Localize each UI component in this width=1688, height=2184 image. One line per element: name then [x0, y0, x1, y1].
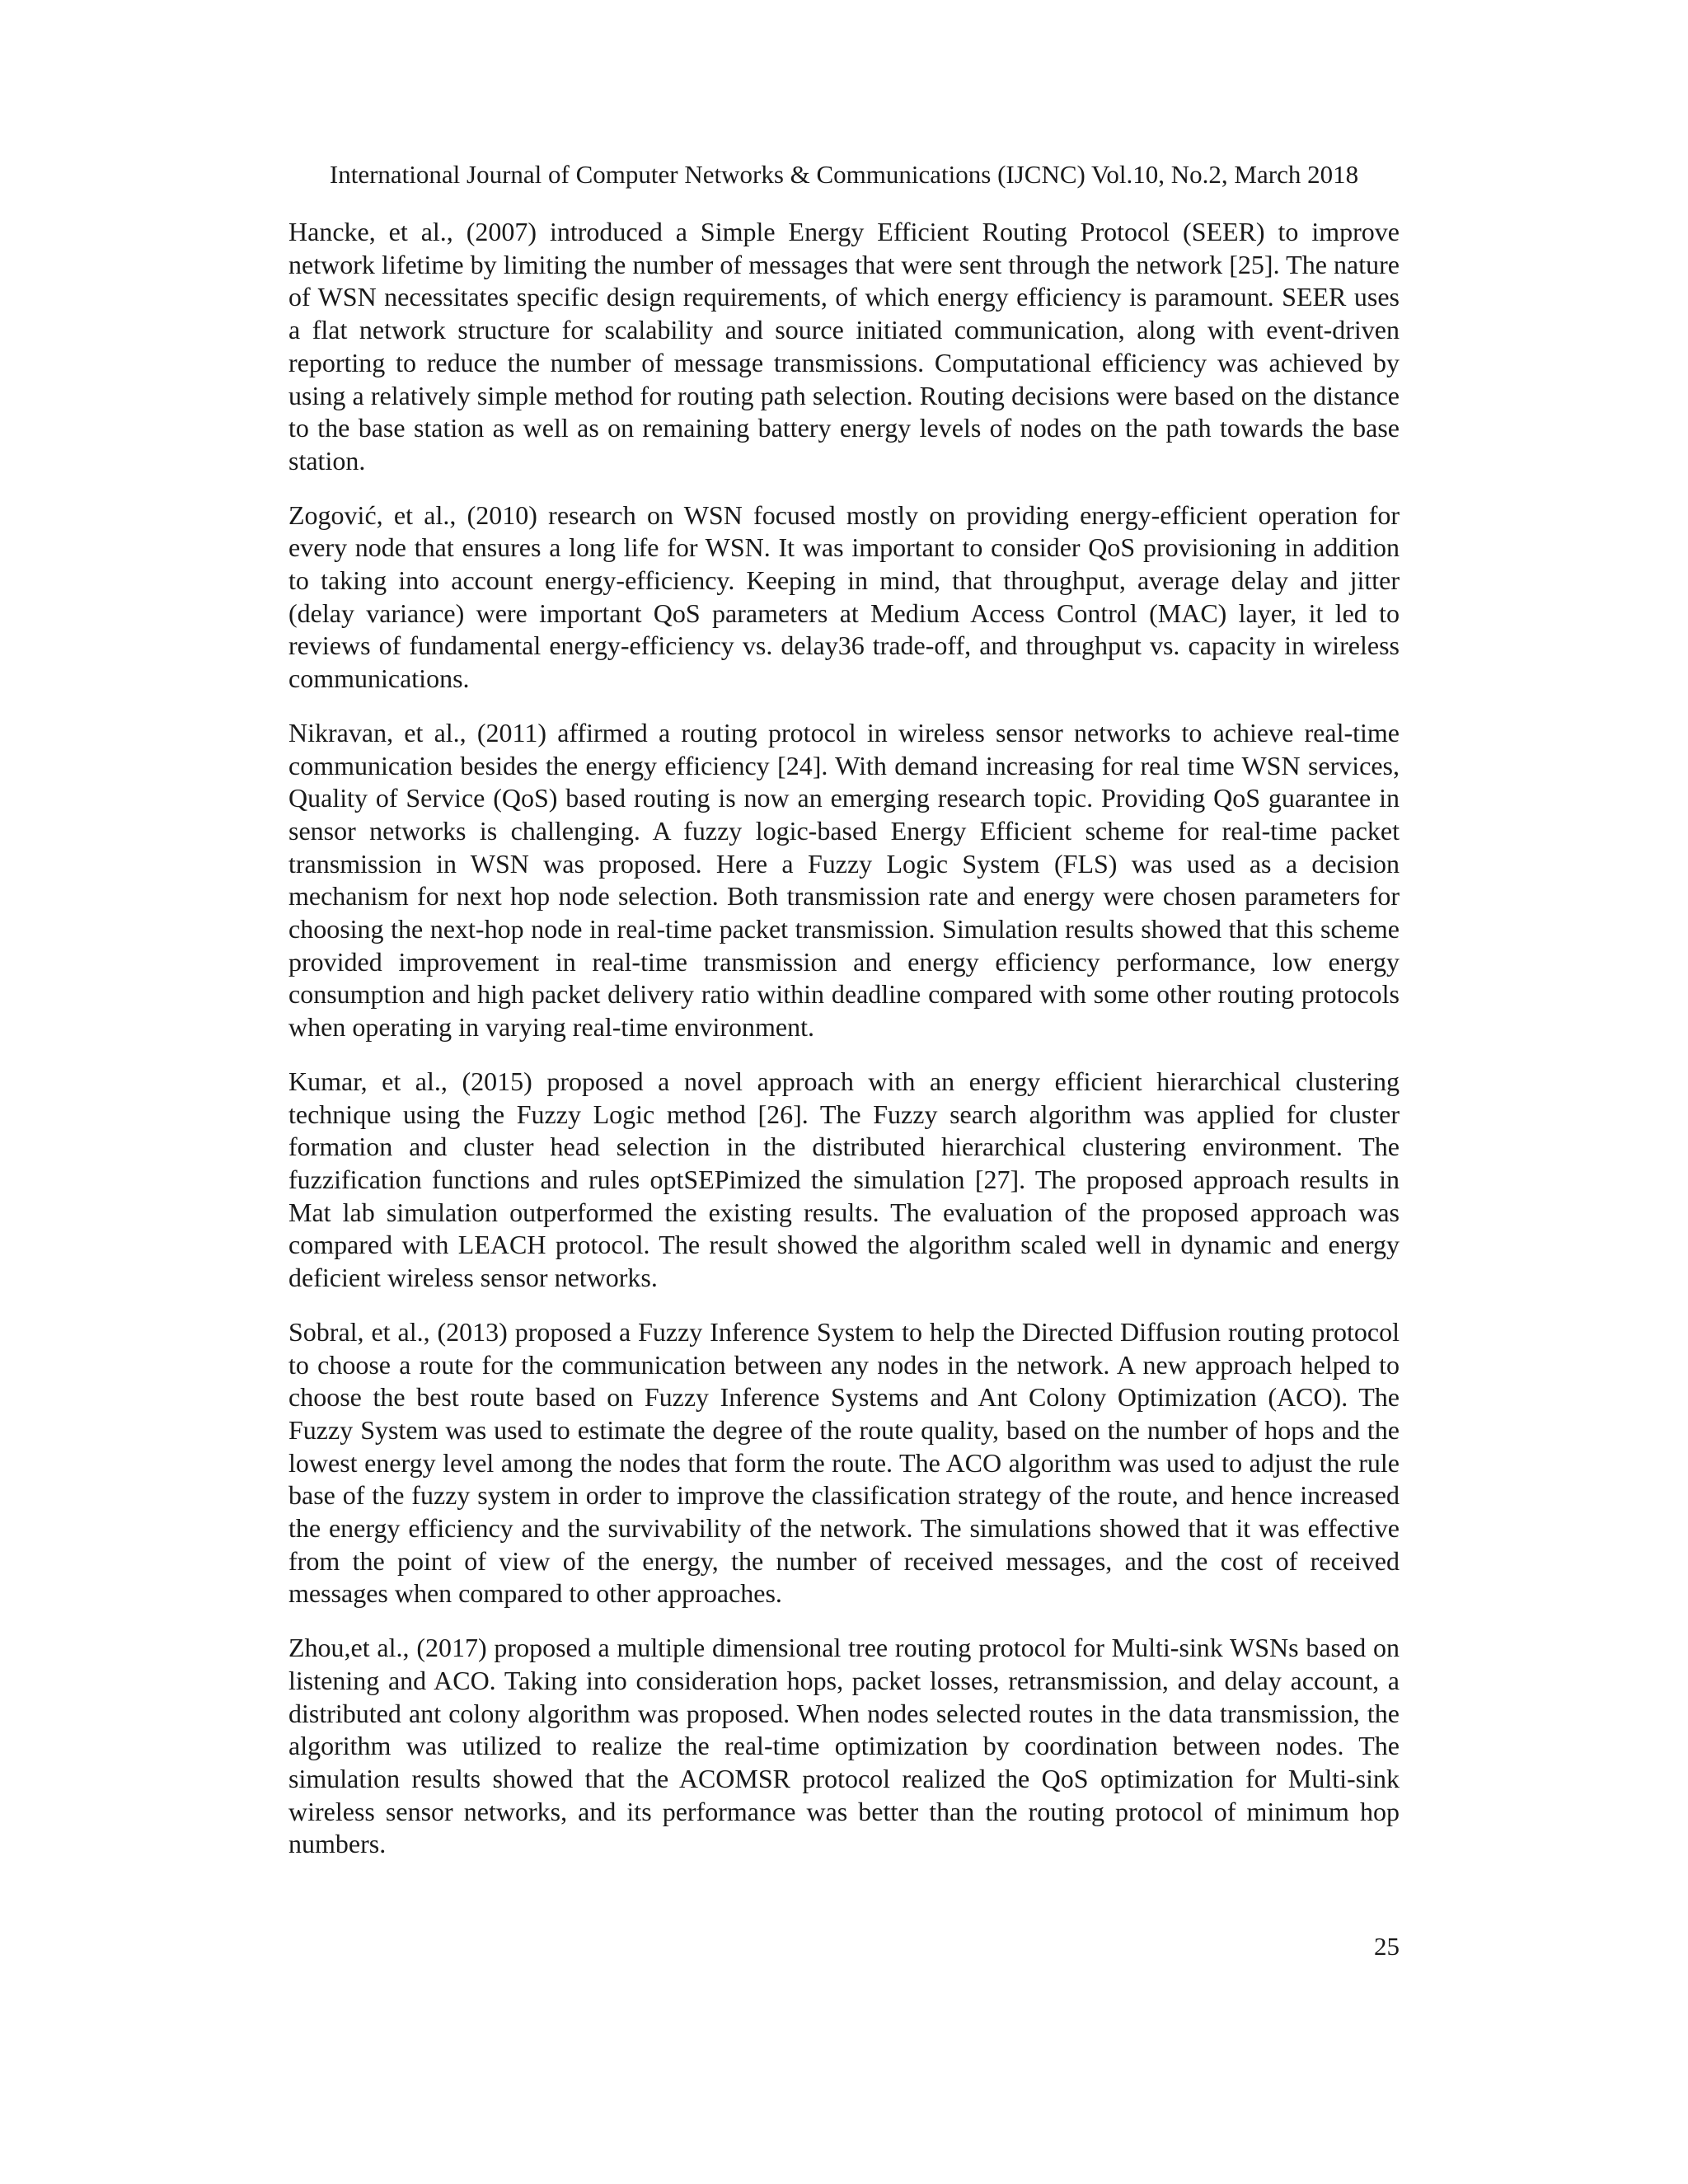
- paragraph-zhou: Zhou,et al., (2017) proposed a multiple dimensional tree routing protocol for Multi-sink WSNs based on listening and ACO. Taking into consideration hops, packet losses, retransmission, and delay account, a distributed ant colony algorithm was proposed. When nodes selected routes in the data transmission, the algorithm was utilized to realize the real-time optimization by coordination between nodes. The simulation results showed that the ACOMSR protocol realized the QoS optimization for Multi-sink wireless sensor networks, and its performance was better than the routing protocol of minimum hop numbers.: [288, 1633, 1400, 1859]
- paragraph-hancke: Hancke, et al., (2007) introduced a Simple Energy Efficient Routing Protocol (SEER) to improve network lifetime by limiting the number of messages that were sent through the network [25]. The nature of WSN necessitates specific design requirements, of which energy efficiency is paramount. SEER uses a flat network structure for scalability and source initiated communication, along with event-driven reporting to reduce the number of message transmissions. Computational efficiency was achieved by using a relatively simple method for routing path selection. Routing decisions were based on the distance to the base station as well as on remaining battery energy levels of nodes on the path towards the base station.: [288, 217, 1400, 476]
- page-number: 25: [1374, 1932, 1400, 1961]
- paragraph-nikravan: Nikravan, et al., (2011) affirmed a routing protocol in wireless sensor networks to achieve real-time communication besides the energy efficiency [24]. With demand increasing for real time WSN services, Quality of Service (QoS) based routing is now an emerging research topic. Providing QoS guarantee in sensor networks is challenging. A fuzzy logic-based Energy Efficient scheme for real-time packet transmission in WSN was proposed. Here a Fuzzy Logic System (FLS) was used as a decision mechanism for next hop node selection. Both transmission rate and energy were chosen parameters for choosing the next-hop node in real-time packet transmission. Simulation results showed that this scheme provided improvement in real-time transmission and energy efficiency performance, low energy consumption and high packet delivery ratio within deadline compared with some other routing protocols when operating in varying real-time environment.: [288, 717, 1400, 1043]
- running-header: International Journal of Computer Networks & Communications (IJCNC) Vol.10, No.2, March 2018: [329, 160, 1359, 189]
- paragraph-kumar: Kumar, et al., (2015) proposed a novel approach with an energy efficient hierarchical clustering technique using the Fuzzy Logic method [26]. The Fuzzy search algorithm was applied for cluster formation and cluster head selection in the distributed hierarchical clustering environment. The fuzzification functions and rules optSEPimized the simulation [27]. The proposed approach results in Mat lab simulation outperformed the existing results. The evaluation of the proposed approach was compared with LEACH protocol. The result showed the algorithm scaled well in dynamic and energy deficient wireless sensor networks.: [288, 1066, 1400, 1293]
- paragraph-zogovic: Zogović, et al., (2010) research on WSN focused mostly on providing energy-efficient operation for every node that ensures a long life for WSN. It was important to consider QoS provisioning in addition to taking into account energy-efficiency. Keeping in mind, that throughput, average delay and jitter (delay variance) were important QoS parameters at Medium Access Control (MAC) layer, it led to reviews of fundamental energy-efficiency vs. delay36 trade-off, and throughput vs. capacity in wireless communications.: [288, 499, 1400, 694]
- body-text: [288, 216, 1400, 1882]
- paragraph-sobral: Sobral, et al., (2013) proposed a Fuzzy Inference System to help the Directed Diffusion routing protocol to choose a route for the communication between any nodes in the network. A new approach helped to choose the best route based on Fuzzy Inference Systems and Ant Colony Optimization (ACO). The Fuzzy System was used to estimate the degree of the route quality, based on the number of hops and the lowest energy level among the nodes that form the route. The ACO algorithm was used to adjust the rule base of the fuzzy system in order to improve the classification strategy of the route, and hence increased the energy efficiency and the survivability of the network. The simulations showed that it was effective from the point of view of the energy, the number of received messages, and the cost of received messages when compared to other approaches.: [288, 1316, 1400, 1609]
